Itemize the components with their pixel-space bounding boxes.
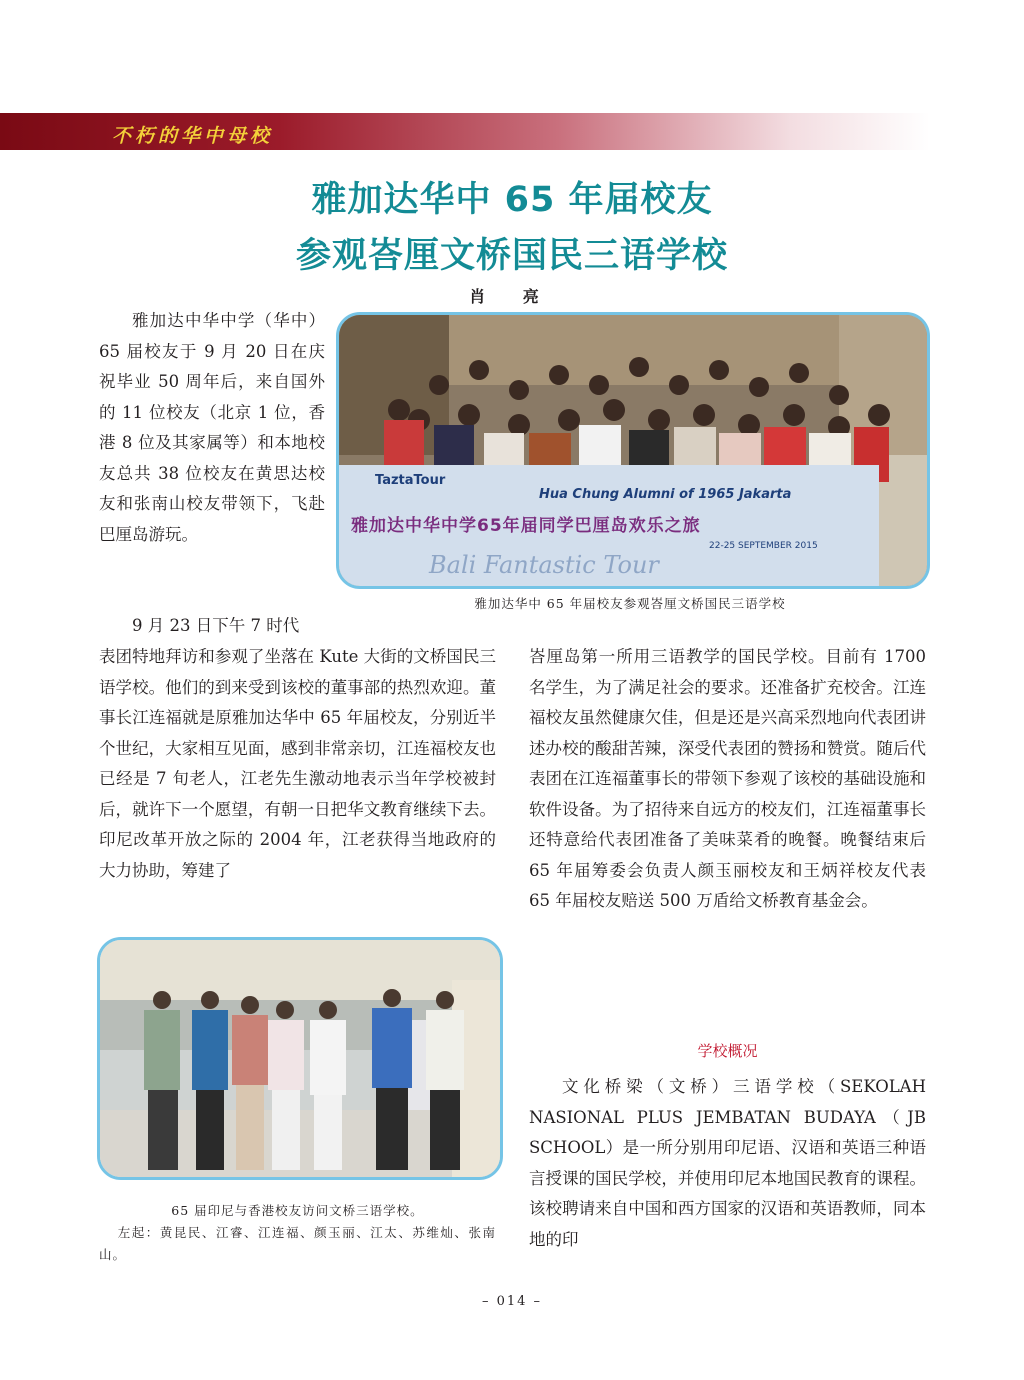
banner-logo: TaztaTour [375, 473, 446, 488]
paragraph-visit-start: 9 月 23 日下午 7 时代 [132, 616, 300, 635]
article-title-line1: 雅加达华中 65 年届校友 [311, 180, 713, 220]
section-heading-school-overview: 学校概况 [697, 1042, 758, 1060]
alumni-visit-photo [97, 937, 503, 1180]
banner-tour-name: Bali Fantastic Tour [429, 551, 659, 579]
group-photo [336, 312, 930, 589]
banner-english-title: Hua Chung Alumni of 1965 Jakarta [539, 487, 792, 502]
group-photo-caption: 雅加达华中 65 年届校友参观峇厘文桥国民三语学校 [474, 596, 786, 611]
alumni-visit-caption [99, 1200, 496, 1266]
section-header-title: 不朽的华中母校 [112, 125, 274, 147]
caption-line-event: 65 届印尼与香港校友访问文桥三语学校。 [171, 1203, 424, 1218]
paragraph-visit-left-column: 表团特地拜访和参观了坐落在 Kute 大街的文桥国民三语学校。他们的到来受到该校的董事部的热烈欢迎。董事长江连福就是原雅加达华中 65 年届校友，分别近半个世纪，大家相互见面，感到非常亲切，江连福校友也已经是 7 旬老人，江老先生激动地表示当年学校被封后，就许下一个愿望，有朝一日把华文教育继续下去。印尼改革开放之际的 2004 年，江老获得当地政府的大力协助，筹建了 [99, 647, 496, 880]
paragraph-intro: 雅加达中华中学（华中）65 届校友于 9 月 20 日在庆祝毕业 50 周年后，来自国外的 11 位校友（北京 1 位，香港 8 位及其家属等）和本地校友总共 38 位校友在黄思达校友和张南山校友带领下，飞赴巴厘岛游玩。 [99, 311, 325, 544]
article-title-line2: 参观峇厘文桥国民三语学校 [295, 236, 728, 276]
page-number: – 014 – [481, 1294, 543, 1309]
banner-dates: 22-25 SEPTEMBER 2015 [709, 541, 818, 551]
paragraph-school-overview: 文化桥梁（文桥）三语学校（SEKOLAH NASIONAL PLUS JEMBATAN BUDAYA（JB SCHOOL）是一所分别用印尼语、汉语和英语三种语言授课的国民学校，并使用印尼本地国民教育的课程。该校聘请来自中国和西方国家的汉语和英语教师，同本地的印 [529, 1077, 926, 1249]
caption-line-names: 左起：黄昆民、江睿、江连福、颜玉丽、江太、苏维灿、张南山。 [99, 1225, 496, 1262]
paragraph-visit-right-column: 峇厘岛第一所用三语教学的国民学校。目前有 1700 名学生，为了满足社会的要求。还准备扩充校舍。江连福校友虽然健康欠佳，但是还是兴高采烈地向代表团讲述办校的酸甜苦辣，深受代表团的赞扬和赞赏。随后代表团在江连福董事长的带领下参观了该校的基础设施和软件设备。为了招待来自远方的校友们，江连福董事长还特意给代表团准备了美味菜肴的晚餐。晚餐结束后 65 年届筹委会负责人颜玉丽校友和王炳祥校友代表 65 年届校友赔送 500 万盾给文桥教育基金会。 [529, 647, 926, 910]
article-author: 肖 亮 [469, 287, 555, 306]
banner-chinese-title: 雅加达中华中学65年届同学巴厘岛欢乐之旅 [351, 516, 701, 536]
